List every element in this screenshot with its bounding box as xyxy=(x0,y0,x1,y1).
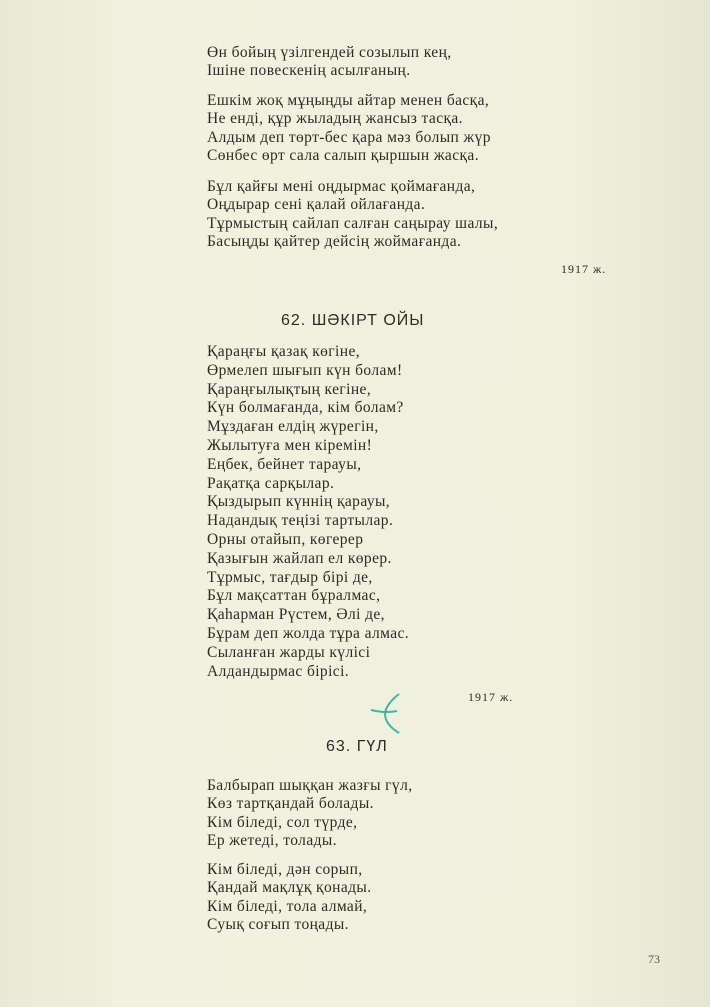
verse-line: Күн болмағанда, кім болам? xyxy=(207,399,404,417)
page-number: 73 xyxy=(648,952,660,966)
verse-line: Көз тартқандай болады. xyxy=(207,795,374,813)
poem-62-body xyxy=(207,343,409,681)
verse-line: Суық соғып тоңады. xyxy=(207,915,349,933)
verse-line: Алдандырмас бірісі. xyxy=(207,662,350,680)
verse-line: Надандық теңізі тартылар. xyxy=(207,512,394,530)
verse-line: Қараңғы қазақ көгіне, xyxy=(207,343,361,360)
date-line: 1917 ж. xyxy=(468,690,514,704)
verse-line: Бұл қайғы мені оңдырмас қоймағанда, xyxy=(207,178,476,195)
verse-line: Кім біледі, тола алмай, xyxy=(207,897,368,915)
verse-line: Орны отайып, көгерер xyxy=(207,530,364,548)
poem-title: 63. ГҮЛ xyxy=(326,738,388,755)
verse-line: Бұл мақсаттан бұралмас, xyxy=(207,587,381,605)
verse-line: Мұздаған елдің жүрегін, xyxy=(207,418,379,436)
stanza-1 xyxy=(207,777,412,850)
verse-line: Балбырап шыққан жазғы гүл, xyxy=(207,777,413,794)
verse-line: Не енді, құр жыладың жансыз тасқа. xyxy=(207,110,463,128)
verse-line: Рақатқа сарқылар. xyxy=(207,474,335,492)
verse-line: Ешкім жоқ мұңыңды айтар менен басқа, xyxy=(207,92,490,109)
verse-line: Жылытуға мен кіремін! xyxy=(207,436,373,454)
verse-line: Ер жетеді, толады. xyxy=(207,831,337,849)
stanza-1 xyxy=(207,44,452,81)
stanza-2 xyxy=(207,861,371,934)
verse-line: Сыланған жарды күлісі xyxy=(207,643,371,661)
verse-line: Қараңғылықтың кегіне, xyxy=(207,380,372,398)
date-line: 1917 ж. xyxy=(561,262,607,276)
verse-line: Бұрам деп жолда тұра алмас. xyxy=(207,624,410,642)
verse-line: Ішіне повескенің асылғаның. xyxy=(207,62,411,80)
stanza-3 xyxy=(207,178,498,251)
pen-mark xyxy=(365,690,415,735)
verse-line: Өн бойың үзілгендей созылып кең, xyxy=(207,44,452,61)
verse-line: Қыздырып күннің қарауы, xyxy=(207,493,391,511)
verse-line: Өрмелеп шығып күн болам! xyxy=(207,361,403,379)
verse-line: Кім біледі, сол түрде, xyxy=(207,813,358,831)
verse-line: Еңбек, бейнет тарауы, xyxy=(207,455,362,473)
verse-line: Оңдырар сені қалай ойлағанда. xyxy=(207,196,426,214)
verse-line: Сөнбес өрт сала салып қыршын жасқа. xyxy=(207,146,479,164)
verse-line: Кім біледі, дән сорып, xyxy=(207,861,363,878)
verse-line: Тұрмыстың сайлап салған саңырау шалы, xyxy=(207,214,499,232)
verse-line: Қаһарман Рүстем, Әлі де, xyxy=(207,606,385,624)
verse-line: Қазығын жайлап ел көрер. xyxy=(207,549,392,567)
verse-line: Алдым деп төрт-бес қара мәз болып жүр xyxy=(207,128,491,146)
verse-line: Басыңды қайтер дейсің жоймағанда. xyxy=(207,232,462,250)
verse-line: Қандай мақлұқ қонады. xyxy=(207,879,372,897)
poem-title: 62. ШӘКІРТ ОЙЫ xyxy=(281,312,425,329)
stanza-2 xyxy=(207,92,491,165)
verse-line: Тұрмыс, тағдыр бірі де, xyxy=(207,568,373,586)
